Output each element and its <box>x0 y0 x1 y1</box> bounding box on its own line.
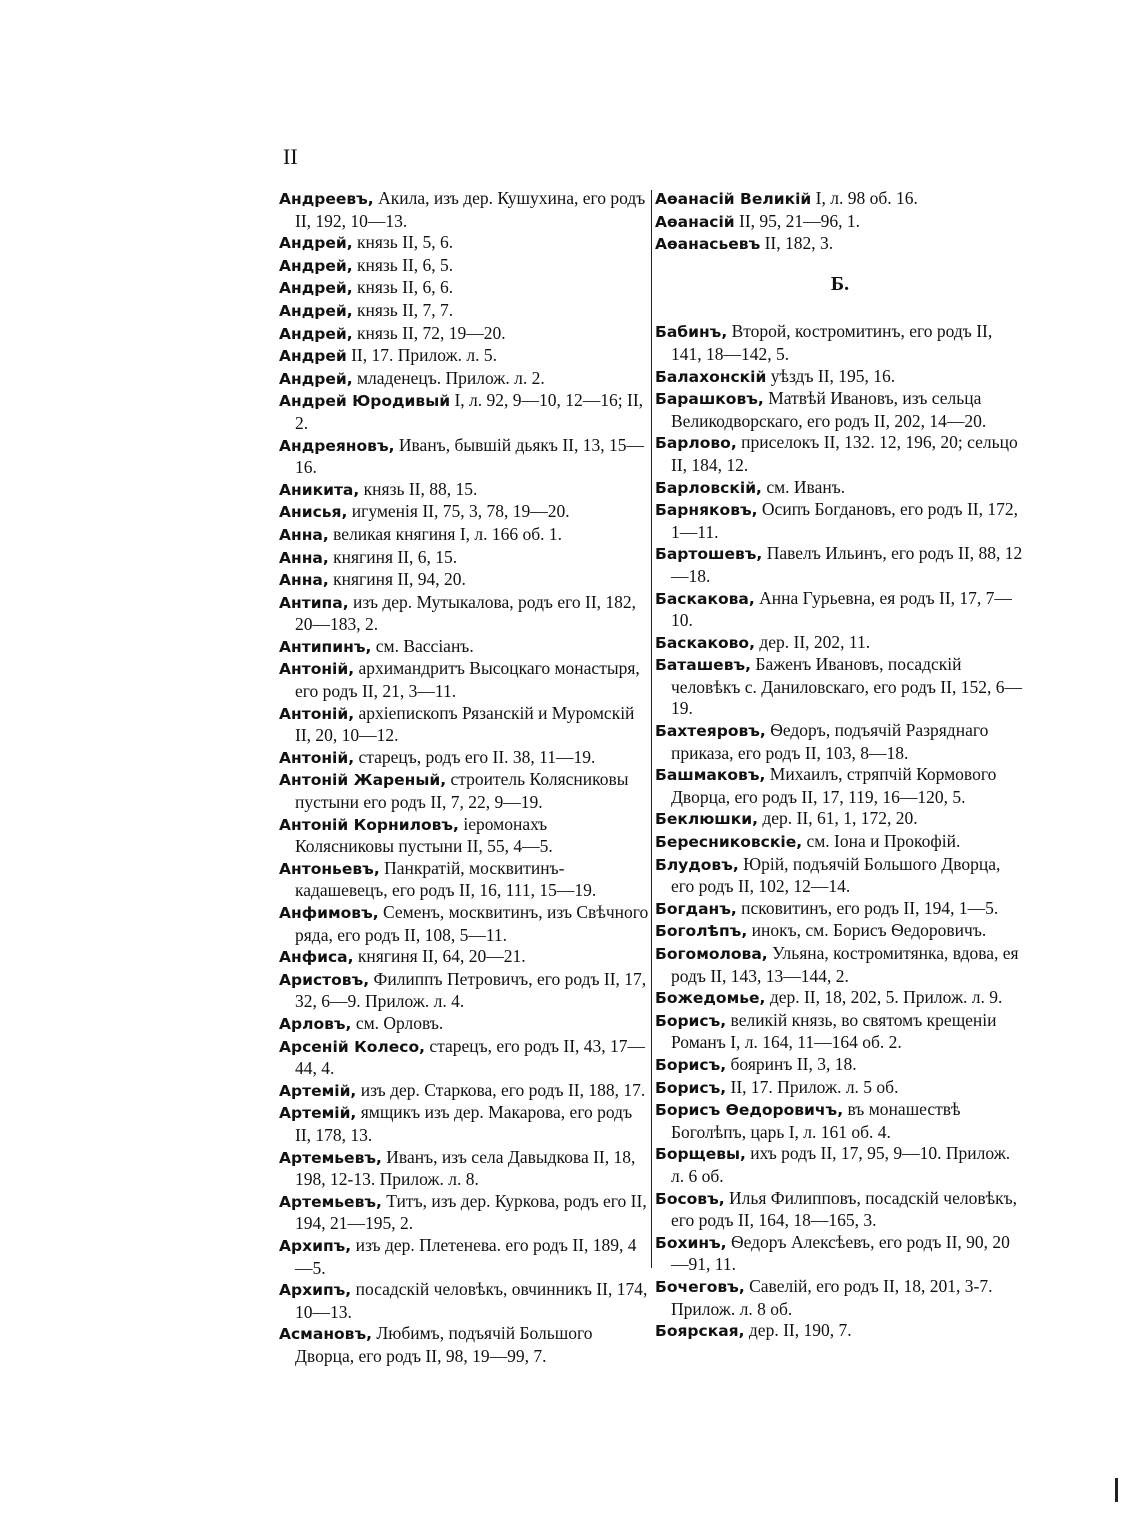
index-entry <box>279 1147 649 1191</box>
entry-headword: Антипинъ, <box>279 637 372 656</box>
entry-references: старецъ, родъ его II. 38, 11—19. <box>354 746 596 767</box>
entry-references: Ѳедоръ Алексѣевъ, его родъ II, 90, 20—91, 11. <box>671 1231 1010 1275</box>
entry-references: архимандритъ Высоцкаго монастыря, его родъ II, 21, 3—11. <box>295 658 640 702</box>
index-entry <box>655 854 1025 898</box>
entry-headword: Андрей, <box>279 279 353 298</box>
entry-headword: Босовъ, <box>655 1189 725 1208</box>
index-entry <box>279 323 649 346</box>
entry-headword: Баташевъ, <box>655 656 752 675</box>
entry-references: князь II, 5, 6. <box>352 232 454 253</box>
index-entry <box>279 1080 649 1103</box>
index-entry <box>655 920 1025 943</box>
entry-headword: Борщевы, <box>655 1145 746 1164</box>
index-entry <box>655 831 1025 854</box>
index-entry <box>279 1279 649 1323</box>
entry-headword: Антоній, <box>279 704 355 723</box>
index-entry <box>655 543 1025 587</box>
index-entry <box>655 987 1025 1010</box>
index-entry <box>279 277 649 300</box>
entry-headword: Антипа, <box>279 593 349 612</box>
index-entry <box>279 747 649 770</box>
entry-references: приселокъ II, 132. 12, 196, 20; сельцо II, 184, 12. <box>671 432 1018 475</box>
entry-headword: Арловъ, <box>279 1014 352 1033</box>
entry-headword: Богданъ, <box>655 899 737 918</box>
entry-headword: Бересниковскіе, <box>655 833 803 852</box>
entry-headword: Андрей, <box>279 256 353 275</box>
entry-references: князь II, 6, 6. <box>352 277 454 298</box>
entry-references: Матвѣй Ивановъ, изъ сельца Великодворскаго, его родъ II, 202, 14—20. <box>671 388 987 431</box>
entry-references: Илья Филипповъ, посадскій человѣкъ, его родъ II, 164, 18—165, 3. <box>671 1187 1018 1231</box>
index-entry <box>279 592 649 636</box>
entry-references: Ѳедоръ, подъячій Разряднаго приказа, его родъ II, 103, 8—18. <box>671 720 989 763</box>
entry-headword: Андрей Юродивый <box>279 392 451 411</box>
entry-headword: Аникита, <box>279 480 360 499</box>
entry-references: Юрій, подъячій Большого Дворца, его родъ II, 102, 12—14. <box>671 853 1001 897</box>
entry-references: іеромонахъ Колясниковы пустыни II, 55, 4—5. <box>295 813 553 857</box>
entry-references: Ульяна, костромитянка, вдова, ея родъ II, 143, 13—144, 2. <box>671 943 1019 986</box>
index-entry <box>279 902 649 946</box>
entry-headword: Андрей, <box>279 324 353 343</box>
entry-references: I, л. 98 об. 16. <box>811 188 918 208</box>
entry-references: князь II, 7, 7. <box>352 299 454 320</box>
entry-references: князь II, 6, 5. <box>352 254 454 275</box>
index-entry <box>655 1099 1025 1143</box>
entry-headword: Барашковъ, <box>655 390 764 409</box>
index-entry <box>655 943 1025 987</box>
index-entry <box>655 388 1025 432</box>
entry-references: I, л. 92, 9—10, 12—16; II, 2. <box>295 390 644 433</box>
entry-headword: Андрей, <box>279 369 353 388</box>
entry-references: дер. II, 61, 1, 172, 20. <box>758 808 918 829</box>
entry-references: Анна Гурьевна, ея родъ II, 17, 7—10. <box>671 587 1012 631</box>
index-entry <box>279 1235 649 1279</box>
index-group-a-continued <box>655 188 1025 256</box>
index-entry <box>279 703 649 747</box>
entry-headword: Барловскій, <box>655 478 762 497</box>
entry-headword: Бабинъ, <box>655 323 728 342</box>
entry-references: II, 17. Прилож. л. 5 об. <box>726 1076 899 1097</box>
index-entry <box>279 946 649 969</box>
entry-references: князь II, 88, 15. <box>359 478 478 499</box>
entry-headword: Бахтеяровъ, <box>655 722 766 741</box>
entry-references: см. Орловъ. <box>351 1012 444 1033</box>
entry-references: Филиппъ Петровичъ, его родъ II, 17, 32, 6—9. Прилож. л. 4. <box>295 968 647 1012</box>
index-entry <box>655 1320 1025 1343</box>
entry-references: изъ дер. Плетенева. его родъ II, 189, 4—5. <box>295 1234 637 1278</box>
entry-headword: Антоній Жареный, <box>279 771 447 790</box>
entry-headword: Антоній, <box>279 660 355 679</box>
entry-headword: Борисъ Ѳедоровичъ, <box>655 1101 844 1120</box>
index-entry <box>279 1102 649 1146</box>
entry-references: великій князь, во святомъ крещеніи Романъ I, л. 164, 11—164 об. 2. <box>671 1009 997 1053</box>
entry-headword: Артемій, <box>279 1104 357 1123</box>
index-entry <box>655 211 1025 234</box>
entry-headword: Артемій, <box>279 1081 357 1100</box>
entry-references: псковитинъ, его родъ II, 194, 1—5. <box>736 897 999 918</box>
index-entry <box>279 547 649 570</box>
entry-headword: Боголѣпъ, <box>655 922 748 941</box>
entry-headword: Богомолова, <box>655 945 768 963</box>
index-entry <box>279 479 649 502</box>
entry-references: Иванъ, бывшій дьякъ II, 13, 15—16. <box>295 434 644 478</box>
entry-headword: Борисъ, <box>655 1011 727 1030</box>
entry-headword: Бочеговъ, <box>655 1277 745 1296</box>
entry-headword: Балахонскій <box>655 367 767 386</box>
entry-headword: Башмаковъ, <box>655 766 766 785</box>
entry-references: см. Іона и Прокофій. <box>802 831 961 852</box>
entry-headword: Анисья, <box>279 503 348 522</box>
entry-headword: Анна, <box>279 548 329 567</box>
index-entry <box>279 769 649 813</box>
entry-references: изъ дер. Мутыкалова, родъ его II, 182, 20—183, 2. <box>295 591 637 635</box>
index-entry <box>655 720 1025 764</box>
entry-references: Иванъ, изъ села Давыдкова II, 18, 198, 12-13. Прилож. л. 8. <box>295 1146 636 1190</box>
entry-references: Михаилъ, стряпчій Кормового Дворца, его родъ II, 17, 119, 16—120, 5. <box>671 764 997 807</box>
entry-headword: Аѳанасій <box>655 212 735 231</box>
entry-headword: Артемьевъ, <box>279 1148 382 1167</box>
entry-references: Баженъ Ивановъ, посадскій человѣкъ с. Даниловскаго, его родъ II, 152, 6—19. <box>671 654 1022 719</box>
index-entry <box>655 808 1025 831</box>
index-entry <box>655 1143 1025 1187</box>
index-entry <box>279 501 649 524</box>
section-heading: Б. <box>830 272 850 295</box>
index-entry <box>279 368 649 391</box>
entry-references: дер. II, 202, 11. <box>754 631 871 652</box>
index-entry <box>655 654 1025 720</box>
entry-headword: Антоній, <box>279 748 355 767</box>
entry-headword: Артемьевъ, <box>279 1192 382 1211</box>
entry-references: ямщикъ изъ дер. Макарова, его родъ II, 178, 13. <box>295 1102 633 1145</box>
index-entry <box>279 255 649 278</box>
entry-headword: Арсеній Колесо, <box>279 1037 425 1056</box>
entry-headword: Бохинъ, <box>655 1233 727 1252</box>
entry-references: Семенъ, москвитинъ, изъ Свѣчного ряда, его родъ II, 108, 5—11. <box>295 902 649 945</box>
index-entry <box>279 569 649 592</box>
entry-headword: Антоньевъ, <box>279 859 380 878</box>
entry-headword: Анна, <box>279 525 329 544</box>
entry-references: II, 17. Прилож. л. 5. <box>346 345 497 366</box>
entry-headword: Архипъ, <box>279 1236 352 1255</box>
index-entry <box>279 232 649 255</box>
entry-references: II, 95, 21—96, 1. <box>734 210 861 231</box>
entry-headword: Андреяновъ, <box>279 436 395 455</box>
entry-references: дер. II, 18, 202, 5. Прилож. л. 9. <box>765 987 1003 1008</box>
entry-references: Павелъ Ильинъ, его родъ II, 88, 12—18. <box>671 543 1023 586</box>
entry-references: князь II, 72, 19—20. <box>352 322 506 343</box>
index-entry <box>655 432 1025 476</box>
entry-headword: Анна, <box>279 571 329 590</box>
entry-references: младенецъ. Прилож. л. 2. <box>352 367 545 388</box>
index-entry <box>655 233 1025 256</box>
entry-references: архіепископъ Рязанскій и Муромскій II, 20, 10—12. <box>295 702 635 746</box>
entry-headword: Баскаково, <box>655 633 755 652</box>
entry-references: игуменія II, 75, 3, 78, 19—20. <box>347 501 570 522</box>
entry-references: княгиня II, 64, 20—21. <box>353 946 526 967</box>
entry-references: Любимъ, подъячій Большого Дворца, его родъ II, 98, 19—99, 7. <box>295 1323 593 1366</box>
entry-references: инокъ, см. Борисъ Ѳедоровичъ. <box>747 920 987 941</box>
scan-mark <box>1115 1478 1118 1502</box>
index-entry <box>279 969 649 1013</box>
index-entry <box>279 435 649 479</box>
index-entry <box>655 632 1025 655</box>
index-entry <box>655 477 1025 500</box>
entry-references: княгиня II, 94, 20. <box>328 569 466 590</box>
entry-headword: Асмановъ, <box>279 1325 373 1344</box>
entry-references: великая княгиня I, л. 166 об. 1. <box>328 523 563 544</box>
entry-references: бояринъ II, 3, 18. <box>726 1053 857 1074</box>
index-entry <box>279 636 649 659</box>
column-divider <box>651 190 652 1268</box>
entry-headword: Бартошевъ, <box>655 545 763 564</box>
entry-references: ихъ родъ II, 17, 95, 9—10. Прилож. л. 6 об. <box>671 1143 1011 1186</box>
entry-headword: Антоній Корниловъ, <box>279 815 459 834</box>
index-entry <box>655 321 1025 365</box>
entry-references: посадскій человѣкъ, овчинникъ II, 174, 10—13. <box>295 1279 648 1322</box>
entry-headword: Андреевъ, <box>279 190 374 208</box>
entry-headword: Беклюшки, <box>655 810 758 829</box>
index-entry <box>655 588 1025 632</box>
entry-headword: Анфимовъ, <box>279 904 379 922</box>
index-column-left <box>279 188 649 1367</box>
index-entry <box>279 658 649 702</box>
entry-headword: Архипъ, <box>279 1281 352 1300</box>
entry-references: Акила, изъ дер. Кушухина, его родъ II, 192, 10—13. <box>295 188 646 231</box>
index-entry <box>655 1010 1025 1054</box>
index-entry <box>279 1191 649 1235</box>
index-entry <box>655 1276 1025 1320</box>
entry-headword: Анфиса, <box>279 948 354 967</box>
index-entry <box>279 1323 649 1367</box>
index-entry <box>655 1077 1025 1100</box>
entry-references: II, 182, 3. <box>760 233 834 254</box>
index-entry <box>279 524 649 547</box>
index-entry <box>279 858 649 902</box>
index-entry <box>279 188 649 232</box>
index-entry <box>279 345 649 368</box>
entry-headword: Андрей <box>279 347 347 366</box>
entry-headword: Андрей, <box>279 234 353 253</box>
entry-headword: Борисъ, <box>655 1055 727 1074</box>
index-entry <box>655 1188 1025 1232</box>
entry-references: строитель Колясниковы пустыни его родъ II, 7, 22, 9—19. <box>295 769 629 813</box>
index-column-right <box>655 188 1025 1343</box>
index-entry <box>655 1054 1025 1077</box>
entry-references: Савелій, его родъ II, 18, 201, 3-7. Прилож. л. 8 об. <box>671 1275 993 1319</box>
index-group-b <box>655 321 1025 1342</box>
entry-headword: Блудовъ, <box>655 855 739 874</box>
entry-references: Титъ, изъ дер. Куркова, родъ его II, 194, 21—195, 2. <box>295 1190 647 1234</box>
page-number: II <box>283 144 298 169</box>
entry-headword: Аристовъ, <box>279 970 370 989</box>
entry-references: изъ дер. Старкова, его родъ II, 188, 17. <box>356 1079 646 1100</box>
index-entry <box>655 764 1025 808</box>
index-entry <box>279 1013 649 1036</box>
entry-references: княгиня II, 6, 15. <box>328 546 458 567</box>
index-entry <box>655 1232 1025 1276</box>
index-entry <box>655 188 1025 211</box>
index-entry <box>279 300 649 323</box>
entry-references: дер. II, 190, 7. <box>744 1320 852 1341</box>
entry-references: Панкратій, москвитинъ-кадашевецъ, его родъ II, 16, 111, 15—19. <box>295 857 597 901</box>
entry-references: Второй, костромитинъ, его родъ II, 141, 18—142, 5. <box>671 321 993 364</box>
entry-headword: Барлово, <box>655 434 737 453</box>
entry-references: въ монашествѣ Боголѣпъ, царь I, л. 161 об. 4. <box>671 1099 961 1142</box>
entry-references: Осипъ Богдановъ, его родъ II, 172, 1—11. <box>671 499 1018 542</box>
entry-headword: Божедомье, <box>655 989 766 1008</box>
entry-headword: Аѳанасій Великій <box>655 190 812 208</box>
entry-headword: Барняковъ, <box>655 501 758 520</box>
entry-references: см. Вассіанъ. <box>371 635 474 656</box>
entry-headword: Аѳанасьевъ <box>655 235 761 254</box>
entry-headword: Боярская, <box>655 1322 745 1341</box>
index-entry <box>655 898 1025 921</box>
index-entry <box>279 1036 649 1080</box>
entry-references: уѣздъ II, 195, 16. <box>766 365 896 386</box>
entry-references: старецъ, его родъ II, 43, 17—44, 4. <box>295 1035 646 1079</box>
entry-references: см. Иванъ. <box>761 476 846 497</box>
index-entry <box>279 814 649 858</box>
entry-headword: Андрей, <box>279 301 353 320</box>
index-entry <box>655 499 1025 543</box>
entry-headword: Баскакова, <box>655 589 755 608</box>
index-entry <box>655 366 1025 389</box>
index-entry <box>279 390 649 434</box>
entry-headword: Борисъ, <box>655 1078 727 1097</box>
